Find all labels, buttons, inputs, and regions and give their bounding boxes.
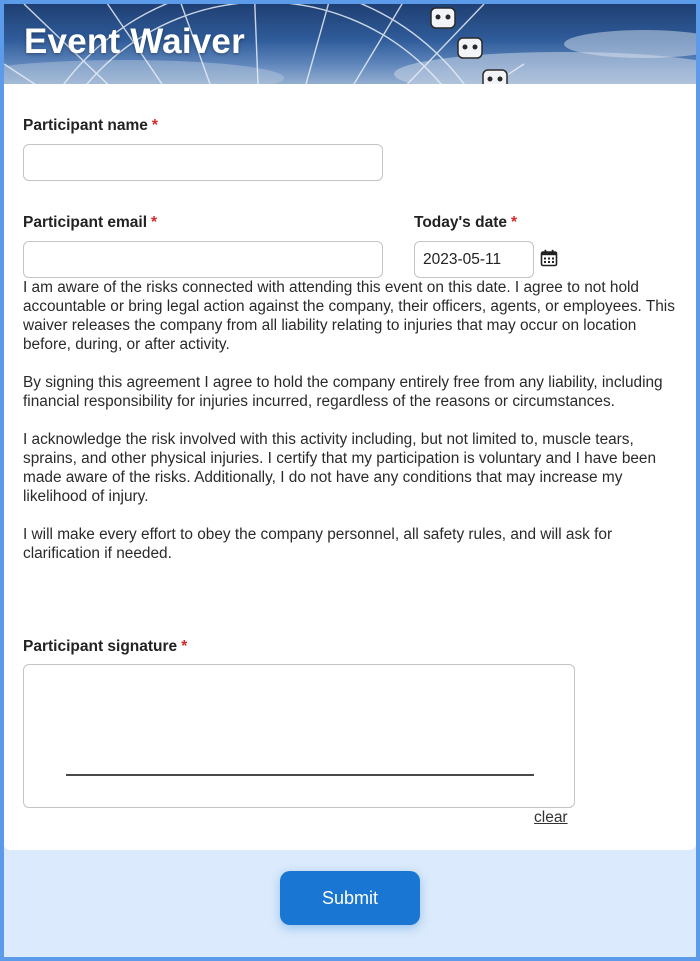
waiver-form	[4, 84, 696, 850]
page-frame	[4, 4, 696, 957]
submit-button[interactable]: Submit	[280, 871, 420, 925]
header-banner	[4, 4, 696, 84]
waiver-paragraph: I will make every effort to obey the company personnel, all safety rules, and will ask for clarification if needed.	[23, 526, 613, 562]
signature-pad[interactable]	[23, 664, 575, 808]
participant-email-input[interactable]	[23, 241, 383, 278]
page-title: Event Waiver	[24, 22, 245, 61]
waiver-text	[23, 278, 675, 582]
name-label	[23, 117, 158, 135]
email-label-text: Participant email	[23, 214, 148, 231]
participant-name-input[interactable]	[23, 144, 383, 181]
date-label-text: Today's date	[414, 214, 507, 231]
required-marker: *	[510, 214, 518, 231]
signature-line	[66, 774, 534, 776]
clear-signature-link[interactable]: clear	[534, 809, 568, 826]
required-marker: *	[151, 214, 158, 231]
required-marker: *	[181, 638, 188, 655]
required-marker: *	[151, 117, 158, 134]
calendar-icon[interactable]	[540, 249, 558, 267]
signature-label	[23, 638, 187, 656]
date-input[interactable]	[414, 241, 534, 278]
waiver-paragraph: I acknowledge the risk involved with this activity including, but not limited to, muscle tears, sprains, and other physical injuries. I certify that my participation is voluntary and I have been made aware of the risks. Additionally, I do not have any conditions that may increase my likelihood of injury.	[23, 431, 657, 505]
name-label-text: Participant name	[23, 117, 148, 134]
waiver-paragraph: I am aware of the risks connected with attending this event on this date. I agree to not hold accountable or bring legal action against the company, their officers, agents, or employees. This waiver releases the company from all liability relating to injuries that may occur on location before, during, or after activity.	[23, 279, 675, 353]
date-label	[414, 214, 517, 232]
email-label	[23, 214, 157, 232]
waiver-paragraph: By signing this agreement I agree to hold the company entirely free from any liability, including financial responsibility for injuries incurred, regardless of the reasons or circumstances.	[23, 374, 663, 410]
signature-label-text: Participant signature	[23, 638, 178, 655]
